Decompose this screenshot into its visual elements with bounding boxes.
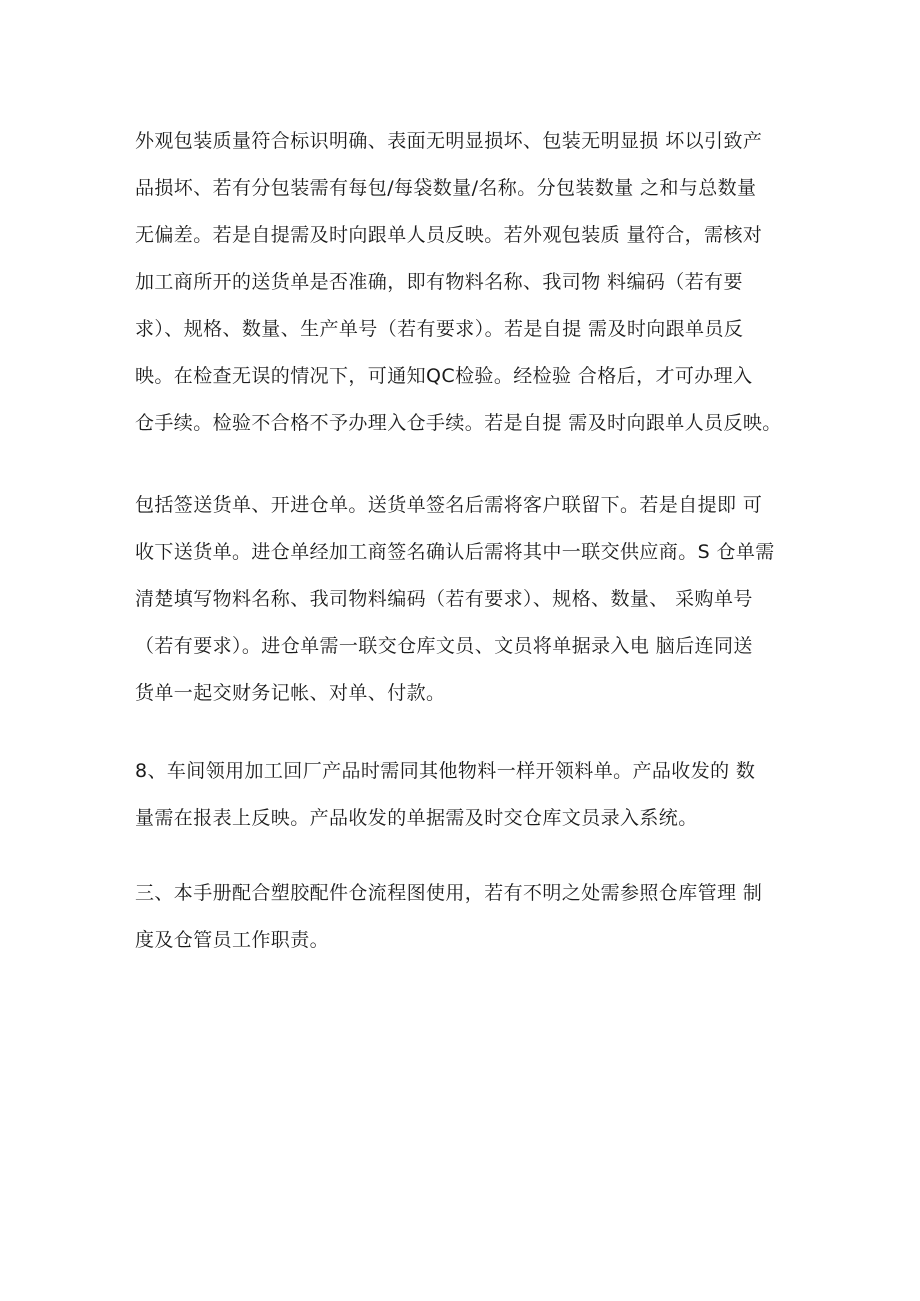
text-line: 包括签送货单、开进仓单。送货单签名后需将客户联留下。若是自提即 可 <box>135 494 763 516</box>
text-line: 8、车间领用加工回厂产品时需同其他物料一样开领料单。产品收发的 数 <box>135 760 756 782</box>
text-line: 外观包装质量符合标识明确、表面无明显损坏、包装无明显损 坏以引致产 <box>135 130 763 152</box>
text-line: 仓手续。检验不合格不予办理入仓手续。若是自提 需及时向跟单人员反映。 <box>135 412 782 434</box>
text-line: 无偏差。若是自提需及时向跟单人员反映。若外观包装质 量符合，需核对 <box>135 224 763 246</box>
text-line: 映。在检查无误的情况下，可通知QC检验。经检验 合格后，才可办理入 <box>135 365 753 387</box>
paragraph-manual-note <box>135 870 795 964</box>
paragraph-inspection <box>135 118 795 447</box>
text-line: 三、本手册配合塑胶配件仓流程图使用，若有不明之处需参照仓库管理 制 <box>135 882 763 904</box>
text-line: 度及仓管员工作职责。 <box>135 929 330 951</box>
text-line: 清楚填写物料名称、我司物料编码（若有要求）、规格、数量、 采购单号 <box>135 588 753 610</box>
text-line: （若有要求）。进仓单需一联交仓库文员、文员将单据录入电 脑后连同送 <box>135 635 753 657</box>
text-line: 量需在报表上反映。产品收发的单据需及时交仓库文员录入系统。 <box>135 807 698 829</box>
text-line: 品损坏、若有分包装需有每包/每袋数量/名称。分包装数量 之和与总数量 <box>135 177 757 199</box>
text-line: 收下送货单。进仓单经加工商签名确认后需将其中一联交供应商。S 仓单需 <box>135 541 775 563</box>
text-line: 加工商所开的送货单是否准确，即有物料名称、我司物 料编码（若有要 <box>135 271 743 293</box>
paragraph-delivery-note <box>135 482 795 717</box>
paragraph-workshop <box>135 748 795 842</box>
text-line: 货单一起交财务记帐、对单、付款。 <box>135 682 446 704</box>
text-line: 求）、规格、数量、生产单号（若有要求）。若是自提 需及时向跟单员反 <box>135 318 744 340</box>
